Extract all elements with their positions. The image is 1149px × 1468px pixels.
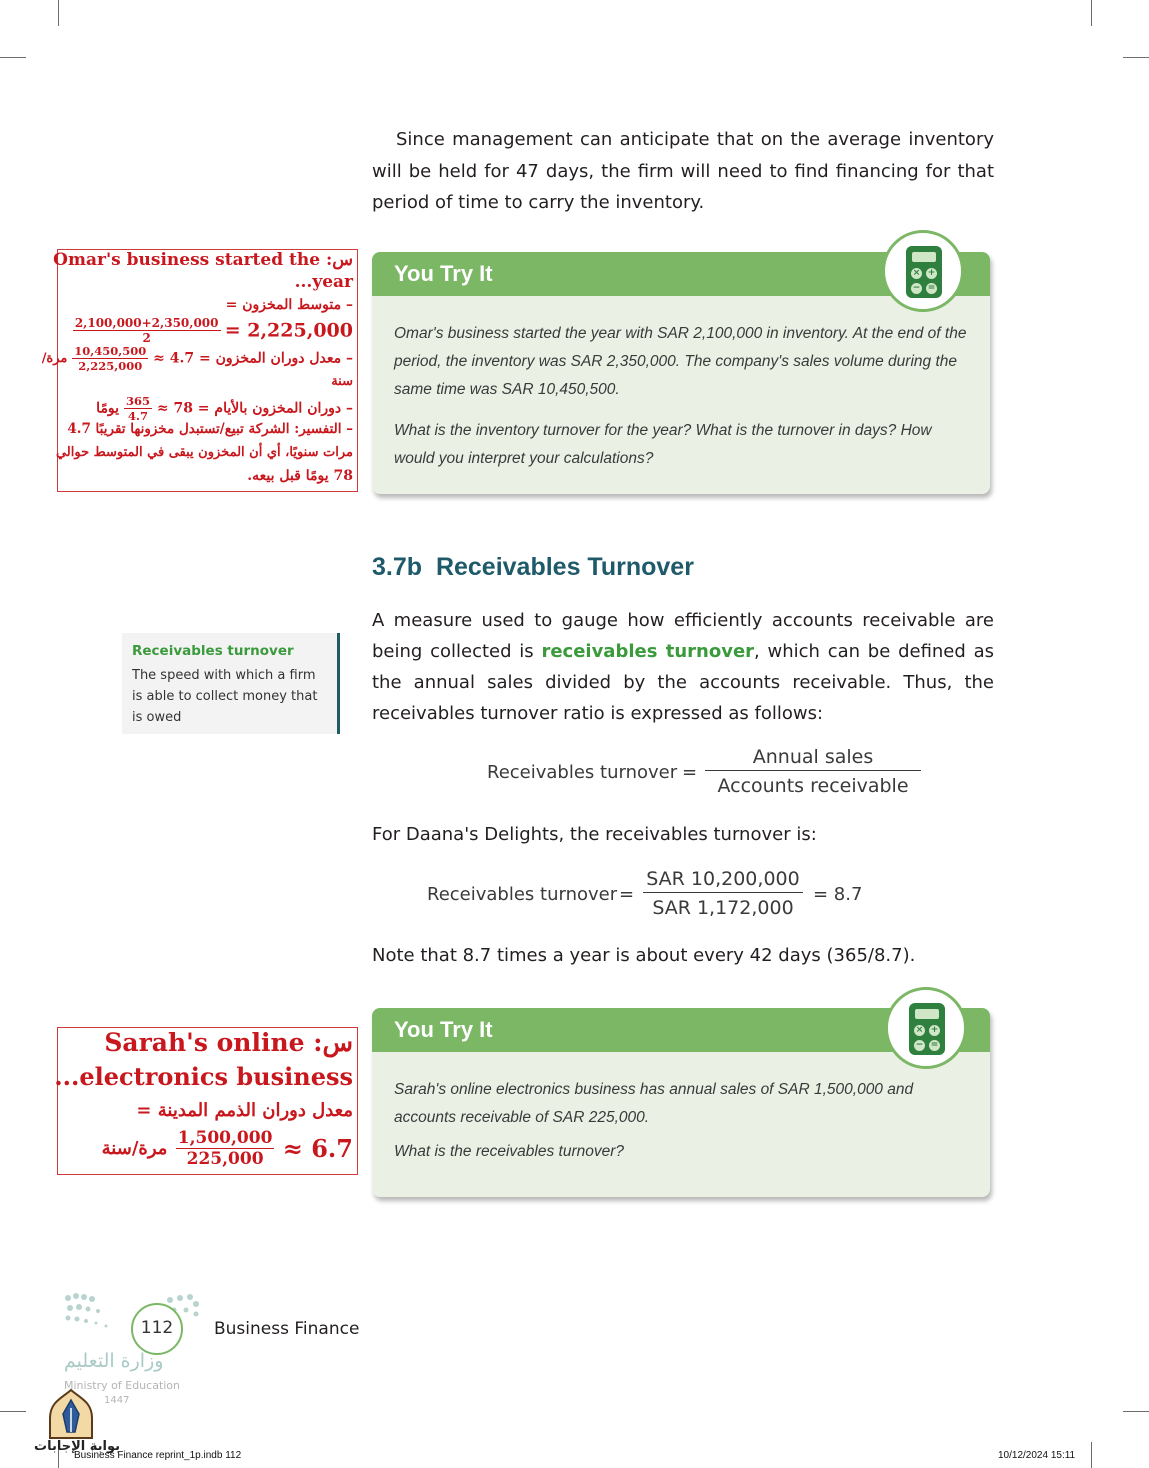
formula2-numerator: SAR 10,200,000 xyxy=(643,868,803,893)
anno-interpretation-3: 78 يومًا قبل بيعه. xyxy=(247,468,353,484)
crop-mark xyxy=(1091,1442,1092,1468)
anno2-question: س: Sarah's online xyxy=(104,1028,353,1057)
ministry-name-en: Ministry of Education xyxy=(64,1379,181,1392)
calculator-icon: × + − = xyxy=(882,230,964,312)
anno2-calc: 6.7 ≈ $\frac{1,500,000}{225,000}$ مرة/سنة xyxy=(101,1128,353,1169)
watermark-logo xyxy=(46,1388,96,1442)
crop-mark xyxy=(1123,57,1149,58)
anno-question-cont: year... xyxy=(294,272,353,292)
anno2-question-cont: electronics business... xyxy=(54,1062,353,1091)
receivables-paragraph: A measure used to gauge how efficiently accounts receivable are being collected is receivables turnover, which can be defined as the annual sales divided by the accounts receivable. Thus, the receivables turnover ratio is expressed as follows: xyxy=(372,610,994,724)
you-try-it-title-2: You Try It xyxy=(372,1008,990,1052)
crop-mark xyxy=(1123,1411,1149,1412)
formula2-equals: = xyxy=(619,884,635,905)
ministry-year: 1447 xyxy=(104,1395,130,1406)
anno2-label: معدل دوران الذمم المدينة = xyxy=(136,1100,353,1121)
answer-annotation-sarah xyxy=(54,1027,358,1175)
anno-question: س: Omar's business started the xyxy=(53,250,353,270)
formula-denominator: Accounts receivable xyxy=(717,775,909,797)
answer-annotation-omar xyxy=(41,249,358,492)
ministry-name-ar: وزارة التعليم xyxy=(64,1350,164,1372)
crop-mark xyxy=(0,1411,26,1412)
anno-interpretation-2: مرات سنويًا، أي أن المخزون يبقى في المتوسط حوالي xyxy=(55,445,353,460)
formula-fraction xyxy=(705,746,921,797)
glossary-definition: The speed with which a firm is able to collect money that is owed xyxy=(132,668,318,725)
you-try-it-problem-2: Sarah's online electronics business has annual sales of SAR 1,500,000 and accounts receivable of SAR 225,000. xyxy=(394,1081,914,1126)
glossary-box xyxy=(122,633,340,734)
formula-numerator: Annual sales xyxy=(705,746,921,771)
note-line: Note that 8.7 times a year is about every 42 days (365/8.7). xyxy=(372,945,916,966)
keyword-receivables-turnover: receivables turnover xyxy=(541,641,755,662)
section-heading: 3.7b Receivables Turnover xyxy=(372,553,694,581)
anno-avg-inventory: – متوسط المخزون = xyxy=(225,297,353,313)
anno-avg-calc: $\frac{2,100,000+2,350,000}{2}$ = 2,225,000 xyxy=(74,316,353,345)
anno-year: سنة xyxy=(331,374,353,389)
formula2-result: = 8.7 xyxy=(813,884,863,905)
you-try-it-title: You Try It xyxy=(372,252,990,296)
formula-equals: = xyxy=(682,762,698,783)
watermark-text: بوابة الإجابات xyxy=(34,1439,120,1454)
anno-turnover: – معدل دوران المخزون = 4.7 ≈ $\frac{10,450,500}{2,225,000}$ مرة/ xyxy=(41,344,353,373)
formula2-denominator: SAR 1,172,000 xyxy=(652,897,794,919)
anno-days: – دوران المخزون بالأيام = 78 ≈ $\frac{365}{4.7}$ يومًا xyxy=(96,394,353,423)
book-title: Business Finance xyxy=(214,1319,360,1339)
page-number: 112 xyxy=(140,1318,174,1338)
crop-mark xyxy=(58,0,59,26)
crop-mark xyxy=(0,57,26,58)
intro-paragraph: Since management can anticipate that on the average inventory will be held for 47 days, the firm will need to find financing for that period of time to carry the inventory. xyxy=(372,129,994,213)
formula2-lhs: Receivables turnover xyxy=(427,884,618,905)
formula-lhs: Receivables turnover xyxy=(487,762,678,783)
you-try-it-question-2: What is the receivables turnover? xyxy=(394,1143,625,1160)
file-info: Business Finance reprint_1p.indb 112 xyxy=(74,1450,242,1461)
anno-interpretation-1: – التفسير: الشركة تبيع/تستبدل مخزونها تقريبًا 4.7 xyxy=(67,421,353,437)
daana-line: For Daana's Delights, the receivables turnover is: xyxy=(372,824,817,845)
glossary-term: Receivables turnover xyxy=(132,643,294,659)
crop-mark xyxy=(1091,0,1092,26)
you-try-it-question: What is the inventory turnover for the year? What is the turnover in days? How would you interpret your calculations? xyxy=(394,422,932,467)
print-datetime: 10/12/2024 15:11 xyxy=(998,1450,1076,1461)
formula2-fraction xyxy=(643,868,803,919)
you-try-it-problem: Omar's business started the year with SAR 2,100,000 in inventory. At the end of the period, the inventory was SAR 2,350,000. The company's sales volume during the same time was SAR 10,450,500. xyxy=(394,325,967,398)
calculator-icon: × + − = xyxy=(885,987,967,1069)
page-number-badge xyxy=(131,1303,183,1355)
